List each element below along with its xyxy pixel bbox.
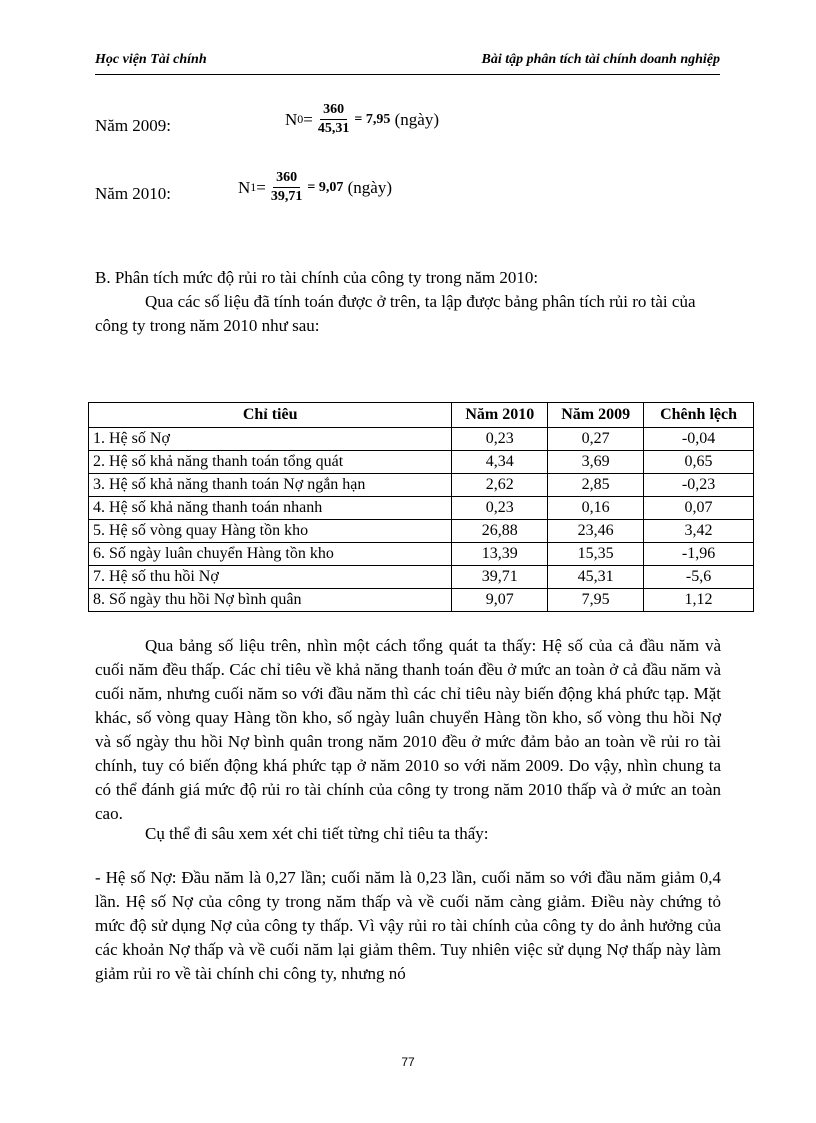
value-2009-cell: 23,46 [548,520,644,543]
formula-subscript: 0 [297,112,304,126]
value-2009-cell: 0,16 [548,497,644,520]
formula-unit: (ngày) [394,109,439,129]
table-row [89,497,754,520]
fraction-denominator: 45,31 [317,121,350,136]
value-2009-cell: 7,95 [548,589,644,612]
value-2009-cell: 3,69 [548,451,644,474]
page-header [95,52,720,75]
formula-fraction [315,102,353,137]
formula-subscript: 1 [250,180,257,194]
column-header: Chênh lệch [644,403,754,428]
indicator-cell: 3. Hệ số khả năng thanh toán Nợ ngắn hạn [89,474,452,497]
formula-symbol: N [238,177,251,197]
table-row [89,589,754,612]
value-2010-cell: 0,23 [452,497,548,520]
fraction-denominator: 39,71 [270,189,303,204]
formula-year: Năm 2009: [95,116,172,135]
risk-analysis-table [88,402,754,612]
difference-cell: -0,23 [644,474,754,497]
difference-cell: 3,42 [644,520,754,543]
indicator-cell: 6. Số ngày luân chuyển Hàng tồn kho [89,543,452,566]
formula-result: = 7,95 [354,111,391,127]
value-2009-cell: 45,31 [548,566,644,589]
fraction-numerator: 360 [320,102,347,120]
table-row [89,566,754,589]
value-2010-cell: 0,23 [452,428,548,451]
indicator-cell: 5. Hệ số vòng quay Hàng tồn kho [89,520,452,543]
formula-year: Năm 2010: [95,184,172,203]
difference-cell: -0,04 [644,428,754,451]
fraction-numerator: 360 [273,170,300,188]
indicator-cell: 8. Số ngày thu hồi Nợ bình quân [89,589,452,612]
table-row [89,543,754,566]
section-b-intro: Qua các số liệu đã tính toán được ở trên, ta lập được bảng phân tích rủi ro tài của công ty trong năm 2010 như sau: [95,292,696,335]
difference-cell: 0,07 [644,497,754,520]
table-row [89,451,754,474]
header-institution: Học viện Tài chính [95,52,207,67]
formula-equals: = [303,109,313,129]
difference-cell: 0,65 [644,451,754,474]
formula-symbol: N [285,109,298,129]
value-2009-cell: 2,85 [548,474,644,497]
value-2010-cell: 39,71 [452,566,548,589]
value-2010-cell: 13,39 [452,543,548,566]
value-2009-cell: 0,27 [548,428,644,451]
column-header: Năm 2010 [452,403,548,428]
indicator-cell: 4. Hệ số khả năng thanh toán nhanh [89,497,452,520]
table-row [89,428,754,451]
table-header-row [89,403,754,428]
summary-paragraph: Qua bảng số liệu trên, nhìn một cách tổng quát ta thấy: Hệ số của cả đầu năm và cuối năm đều thấp. Các chỉ tiêu về khả năng thanh toán đều ở mức an toàn ở cả đầu năm và cuối năm, nhưng cuối năm so với đầu năm thì các chỉ tiêu này biến động khá phức tạp. Mặt khác, số vòng quay Hàng tồn kho, số ngày luân chuyển Hàng tồn kho, số vòng thu hồi Nợ và số ngày thu hồi Nợ bình quân trong năm 2010 đều ở mức đảm bảo an toàn về rủi ro tài chính, tuy có biến động khá phức tạp ở năm 2010 so với năm 2009. Do vậy, nhìn chung ta có thể đánh giá mức độ rủi ro tài chính của công ty trong năm 2010 thấp và ở mức an toàn cao. [95,636,721,823]
formula-equals: = [256,177,266,197]
table-row [89,520,754,543]
column-header: Chỉ tiêu [89,403,452,428]
value-2010-cell: 9,07 [452,589,548,612]
column-header: Năm 2009 [548,403,644,428]
page-number: 77 [401,1055,415,1069]
indicator-cell: 1. Hệ số Nợ [89,428,452,451]
section-b-heading: B. Phân tích mức độ rủi ro tài chính của công ty trong năm 2010: [95,268,539,287]
debt-ratio-paragraph: - Hệ số Nợ: Đầu năm là 0,27 lần; cuối năm là 0,23 lần, cuối năm so với đầu năm giảm 0,4 lần. Hệ số Nợ của công ty trong năm thấp và về cuối năm càng giảm. Điều này chứng tỏ mức độ sử dụng Nợ của công ty thấp. Vì vậy rủi ro tài chính của công ty do ảnh hưởng của các khoản Nợ thấp và về cuối năm lại giảm thêm. Tuy nhiên việc sử dụng Nợ thấp này làm giảm rủi ro về tài chính chi công ty, nhưng nó [95,868,721,983]
formula-unit: (ngày) [347,177,392,197]
formula-fraction [268,170,306,205]
indicator-cell: 7. Hệ số thu hồi Nợ [89,566,452,589]
indicator-cell: 2. Hệ số khả năng thanh toán tổng quát [89,451,452,474]
value-2010-cell: 26,88 [452,520,548,543]
table-row [89,474,754,497]
difference-cell: 1,12 [644,589,754,612]
detail-intro-paragraph: Cụ thể đi sâu xem xét chi tiết từng chỉ tiêu ta thấy: [145,824,489,843]
header-course-title: Bài tập phân tích tài chính doanh nghiệp [481,52,720,67]
value-2010-cell: 4,34 [452,451,548,474]
difference-cell: -5,6 [644,566,754,589]
value-2009-cell: 15,35 [548,543,644,566]
value-2010-cell: 2,62 [452,474,548,497]
difference-cell: -1,96 [644,543,754,566]
formula-result: = 9,07 [307,179,344,195]
